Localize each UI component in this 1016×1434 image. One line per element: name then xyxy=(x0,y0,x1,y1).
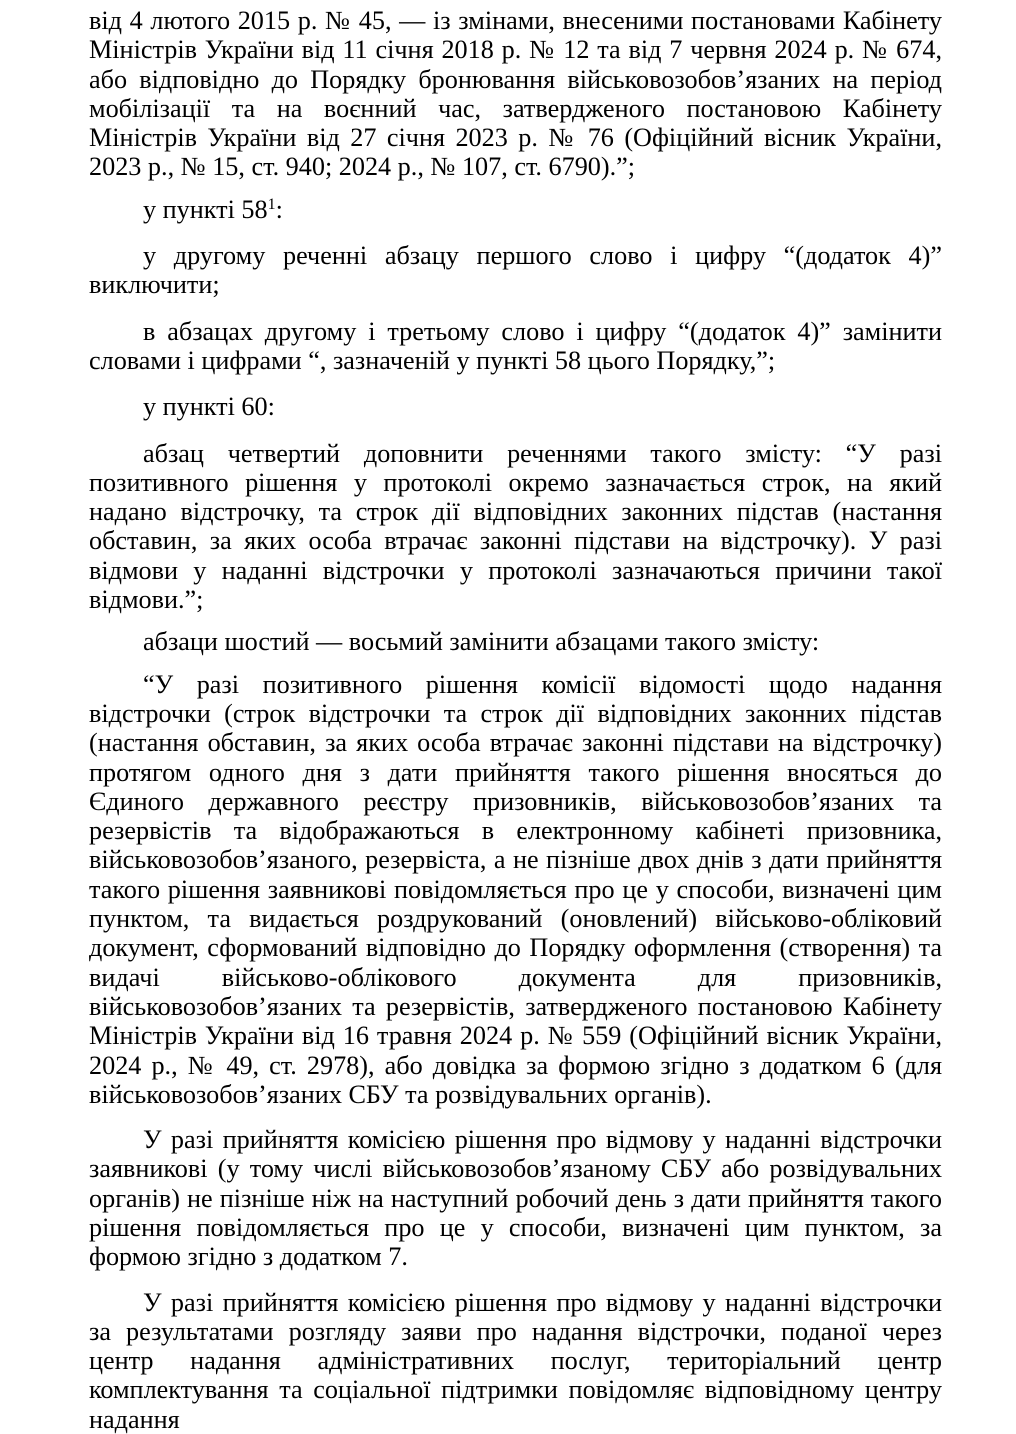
paragraph-8: “У разі позитивного рішення комісії відомості щодо надання відстрочки (строк відстрочки та строк дії відповідних законних підстав (настання обставин, за яких особа втрачає законні підстави на відстрочку) протягом одного дня з дати прийняття такого рішення вносяться до Єдиного державного реєстру призовників, військовозобов’язаних та резервістів та відображаються в електронному кабінеті призовника, військовозобов’язаного, резервіста, а не пізніше двох днів з дати прийняття такого рішення заявникові повідомляється про це у способи, визначені цим пунктом, та видається роздрукований (оновлений) військово-обліковий документ, сформований відповідно до Порядку оформлення (створення) та видачі військово-облікового документа для призовників, військовозобов’язаних та резервістів, затвердженого постановою Кабінету Міністрів України від 16 травня 2024 р. № 559 (Офіційний вісник України, 2024 р., № 49, ст. 2978), або довідка за формою згідно з додатком 6 (для військовозобов’язаних СБУ та розвідувальних органів). xyxy=(89,669,942,1109)
paragraph-10: У разі прийняття комісією рішення про відмову у наданні відстрочки за результатами розгляду заяви про надання відстрочки, поданої через центр надання адміністративних послуг, територіальний центр комплектування та соціальної підтримки повідомляє відповідному центру надання xyxy=(89,1287,942,1434)
paragraph-9: У разі прийняття комісією рішення про відмову у наданні відстрочки заявникові (у тому числі військовозобов’язаному СБУ або розвідувальних органів) не пізніше ніж на наступний робочий день з дати прийняття такого рішення повідомляється про це у способи, визначені цим пунктом, за формою згідно з додатком 7. xyxy=(89,1125,942,1272)
paragraph-5: у пункті 60: xyxy=(143,392,275,422)
paragraph-3: у другому реченні абзацу першого слово і цифру “(додаток 4)” виключити; xyxy=(89,241,942,300)
paragraph-2-superscript: 1 xyxy=(267,195,276,213)
paragraph-2-text: у пункті 58 xyxy=(143,194,268,224)
paragraph-2 xyxy=(89,195,942,224)
paragraph-6: абзац четвертий доповнити реченнями такого змісту: “У разі позитивного рішення у протоколі окремо зазначається строк, на який надано відстрочку, та строк дії відповідних законних підстав (настання обставин, за яких особа втрачає законні підстави на відстрочку). У разі відмови у наданні відстрочки у протоколі зазначаються причини такої відмови.”; xyxy=(89,438,942,615)
paragraph-2-colon: : xyxy=(275,194,283,224)
document-page xyxy=(89,6,942,1434)
paragraph-1: від 4 лютого 2015 р. № 45, — із змінами, внесеними постановами Кабінету Міністрів України від 11 січня 2018 р. № 12 та від 7 червня 2024 р. № 674, або відповідно до Порядку бронювання військовозобов’язаних на період мобілізації та на воєнний час, затвердженого постановою Кабінету Міністрів України від 27 січня 2023 р. № 76 (Офіційний вісник України, 2023 р., № 15, ст. 940; 2024 р., № 107, ст. 6790).”; xyxy=(89,6,942,182)
paragraph-4: в абзацах другому і третьому слово і цифру “(додаток 4)” замінити словами і цифрами “, зазначеній у пункті 58 цього Порядку,”; xyxy=(89,316,942,375)
paragraph-7: абзаци шостий — восьмий замінити абзацами такого змісту: xyxy=(143,627,820,657)
